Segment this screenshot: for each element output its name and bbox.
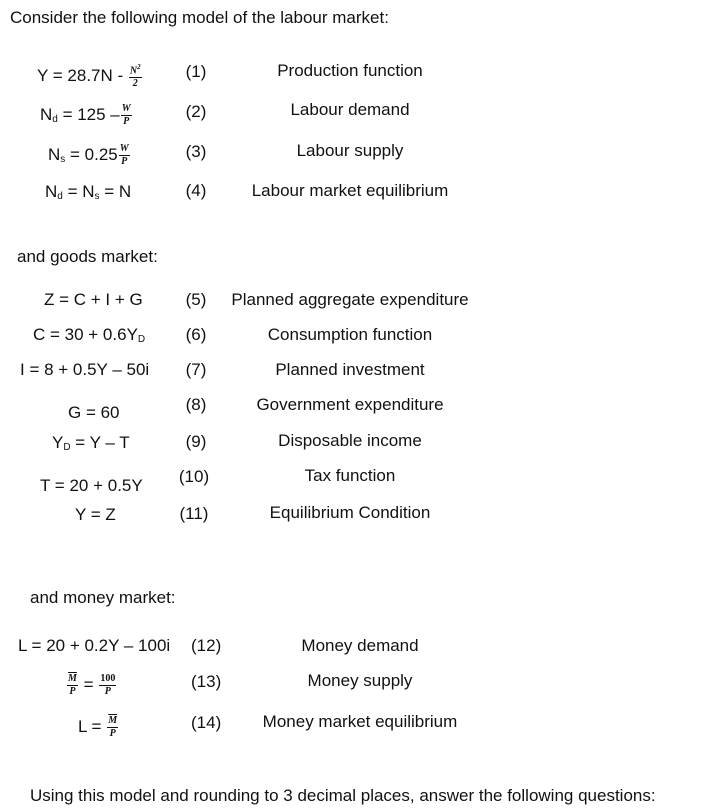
equation-5: Z = C + I + G <box>44 290 143 309</box>
equation-number-1: (1) <box>185 62 207 81</box>
equation-desc-13: Money supply <box>307 671 413 690</box>
equation-4: $N_d = N_s = N$ <box>45 182 132 202</box>
equation-number-11: (11) <box>179 504 209 523</box>
equation-6: $C = 30 + 0.6Y_D$ <box>33 325 146 345</box>
equation-10: T = 20 + 0.5Y <box>40 476 143 495</box>
equation-number-7: (7) <box>185 360 207 379</box>
equation-8: G = 60 <box>68 403 120 422</box>
equation-number-9: (9) <box>185 432 207 451</box>
equation-desc-7: Planned investment <box>275 360 425 379</box>
equation-desc-2: Labour demand <box>290 100 410 119</box>
equation-desc-1: Production function <box>277 61 423 80</box>
equation-desc-5: Planned aggregate expenditure <box>231 290 469 309</box>
equation-number-13: (13) <box>191 672 222 691</box>
equation-desc-3: Labour supply <box>296 141 404 160</box>
fraction: $\frac{N^2}{2}$ <box>129 63 141 90</box>
equation-desc-8: Government expenditure <box>256 395 444 414</box>
equation-desc-9: Disposable income <box>278 431 422 450</box>
equation-number-6: (6) <box>185 325 207 344</box>
equation-number-8: (8) <box>185 395 207 414</box>
equation-1: Y = 28.7N - $\frac{N^2}{2}$ <box>37 63 141 90</box>
equation-desc-4: Labour market equilibrium <box>251 181 449 200</box>
equation-12: L = 20 + 0.2Y – 100i <box>18 636 171 655</box>
equation-number-4: (4) <box>185 181 207 200</box>
intro-text: Consider the following model of the labour market: <box>10 8 389 27</box>
equation-number-3: (3) <box>185 142 207 161</box>
money-heading: and money market: <box>30 588 176 607</box>
equation-2: $N_d = 125$ – $\frac{W}{P}$ <box>40 103 131 127</box>
equation-desc-6: Consumption function <box>267 325 433 344</box>
equation-number-2: (2) <box>185 102 207 121</box>
equation-9: $Y_D = Y - T$ <box>52 433 130 453</box>
equation-7: I = 8 + 0.5Y – 50i <box>20 360 150 379</box>
equation-desc-11: Equilibrium Condition <box>269 503 431 522</box>
equation-desc-12: Money demand <box>301 636 419 655</box>
equation-desc-10: Tax function <box>304 466 396 485</box>
goods-heading: and goods market: <box>17 247 158 266</box>
equation-number-5: (5) <box>185 290 207 309</box>
equation-11: Y = Z <box>75 505 116 524</box>
equation-13: $\frac{\overline{M}}{P}$ = $\frac{100}{P}$ <box>68 673 116 697</box>
equation-number-14: (14) <box>191 713 222 732</box>
footer-text: Using this model and rounding to 3 decimal places, answer the following questions: <box>30 786 656 805</box>
equation-number-10: (10) <box>178 467 210 486</box>
equation-desc-14: Money market equilibrium <box>262 712 458 731</box>
equation-14: L = $\frac{\overline{M}}{P}$ <box>78 715 118 739</box>
equation-3: $N_s = 0.25$ $\frac{W}{P}$ <box>48 143 129 167</box>
equation-number-12: (12) <box>191 636 222 655</box>
